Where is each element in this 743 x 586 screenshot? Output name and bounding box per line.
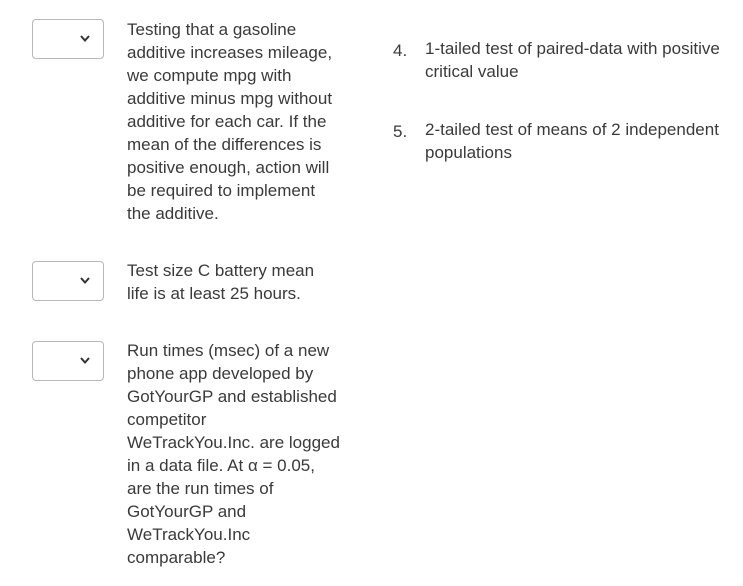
match-select-1[interactable] <box>32 19 104 59</box>
chevron-down-icon <box>79 356 91 365</box>
question-prompt-2: Test size C battery mean life is at least 25 hours. <box>127 261 315 303</box>
answer-text: 2-tailed test of means of 2 independent populations <box>425 120 719 162</box>
chevron-down-icon <box>79 276 91 285</box>
match-select-2[interactable] <box>32 261 104 301</box>
question-prompt-3: Run times (msec) of a new phone app developed by GotYourGP and established competitor WeTrackYou.Inc. are logged in a data file. At α = 0.05, are the run times of GotYourGP and WeTrackYou.Inc comparable? <box>127 341 340 567</box>
answer-text: 1-tailed test of paired-data with positive critical value <box>425 39 720 81</box>
answer-number: 5. <box>393 122 408 141</box>
match-select-3[interactable] <box>32 341 104 381</box>
question-prompt-1: Testing that a gasoline additive increases mileage, we compute mpg with additive minus mpg without additive for each car. If the mean of the differences is positive enough, action will be required to implement the additive. <box>127 20 333 223</box>
chevron-down-icon <box>79 34 91 43</box>
answer-number: 4. <box>393 41 408 60</box>
